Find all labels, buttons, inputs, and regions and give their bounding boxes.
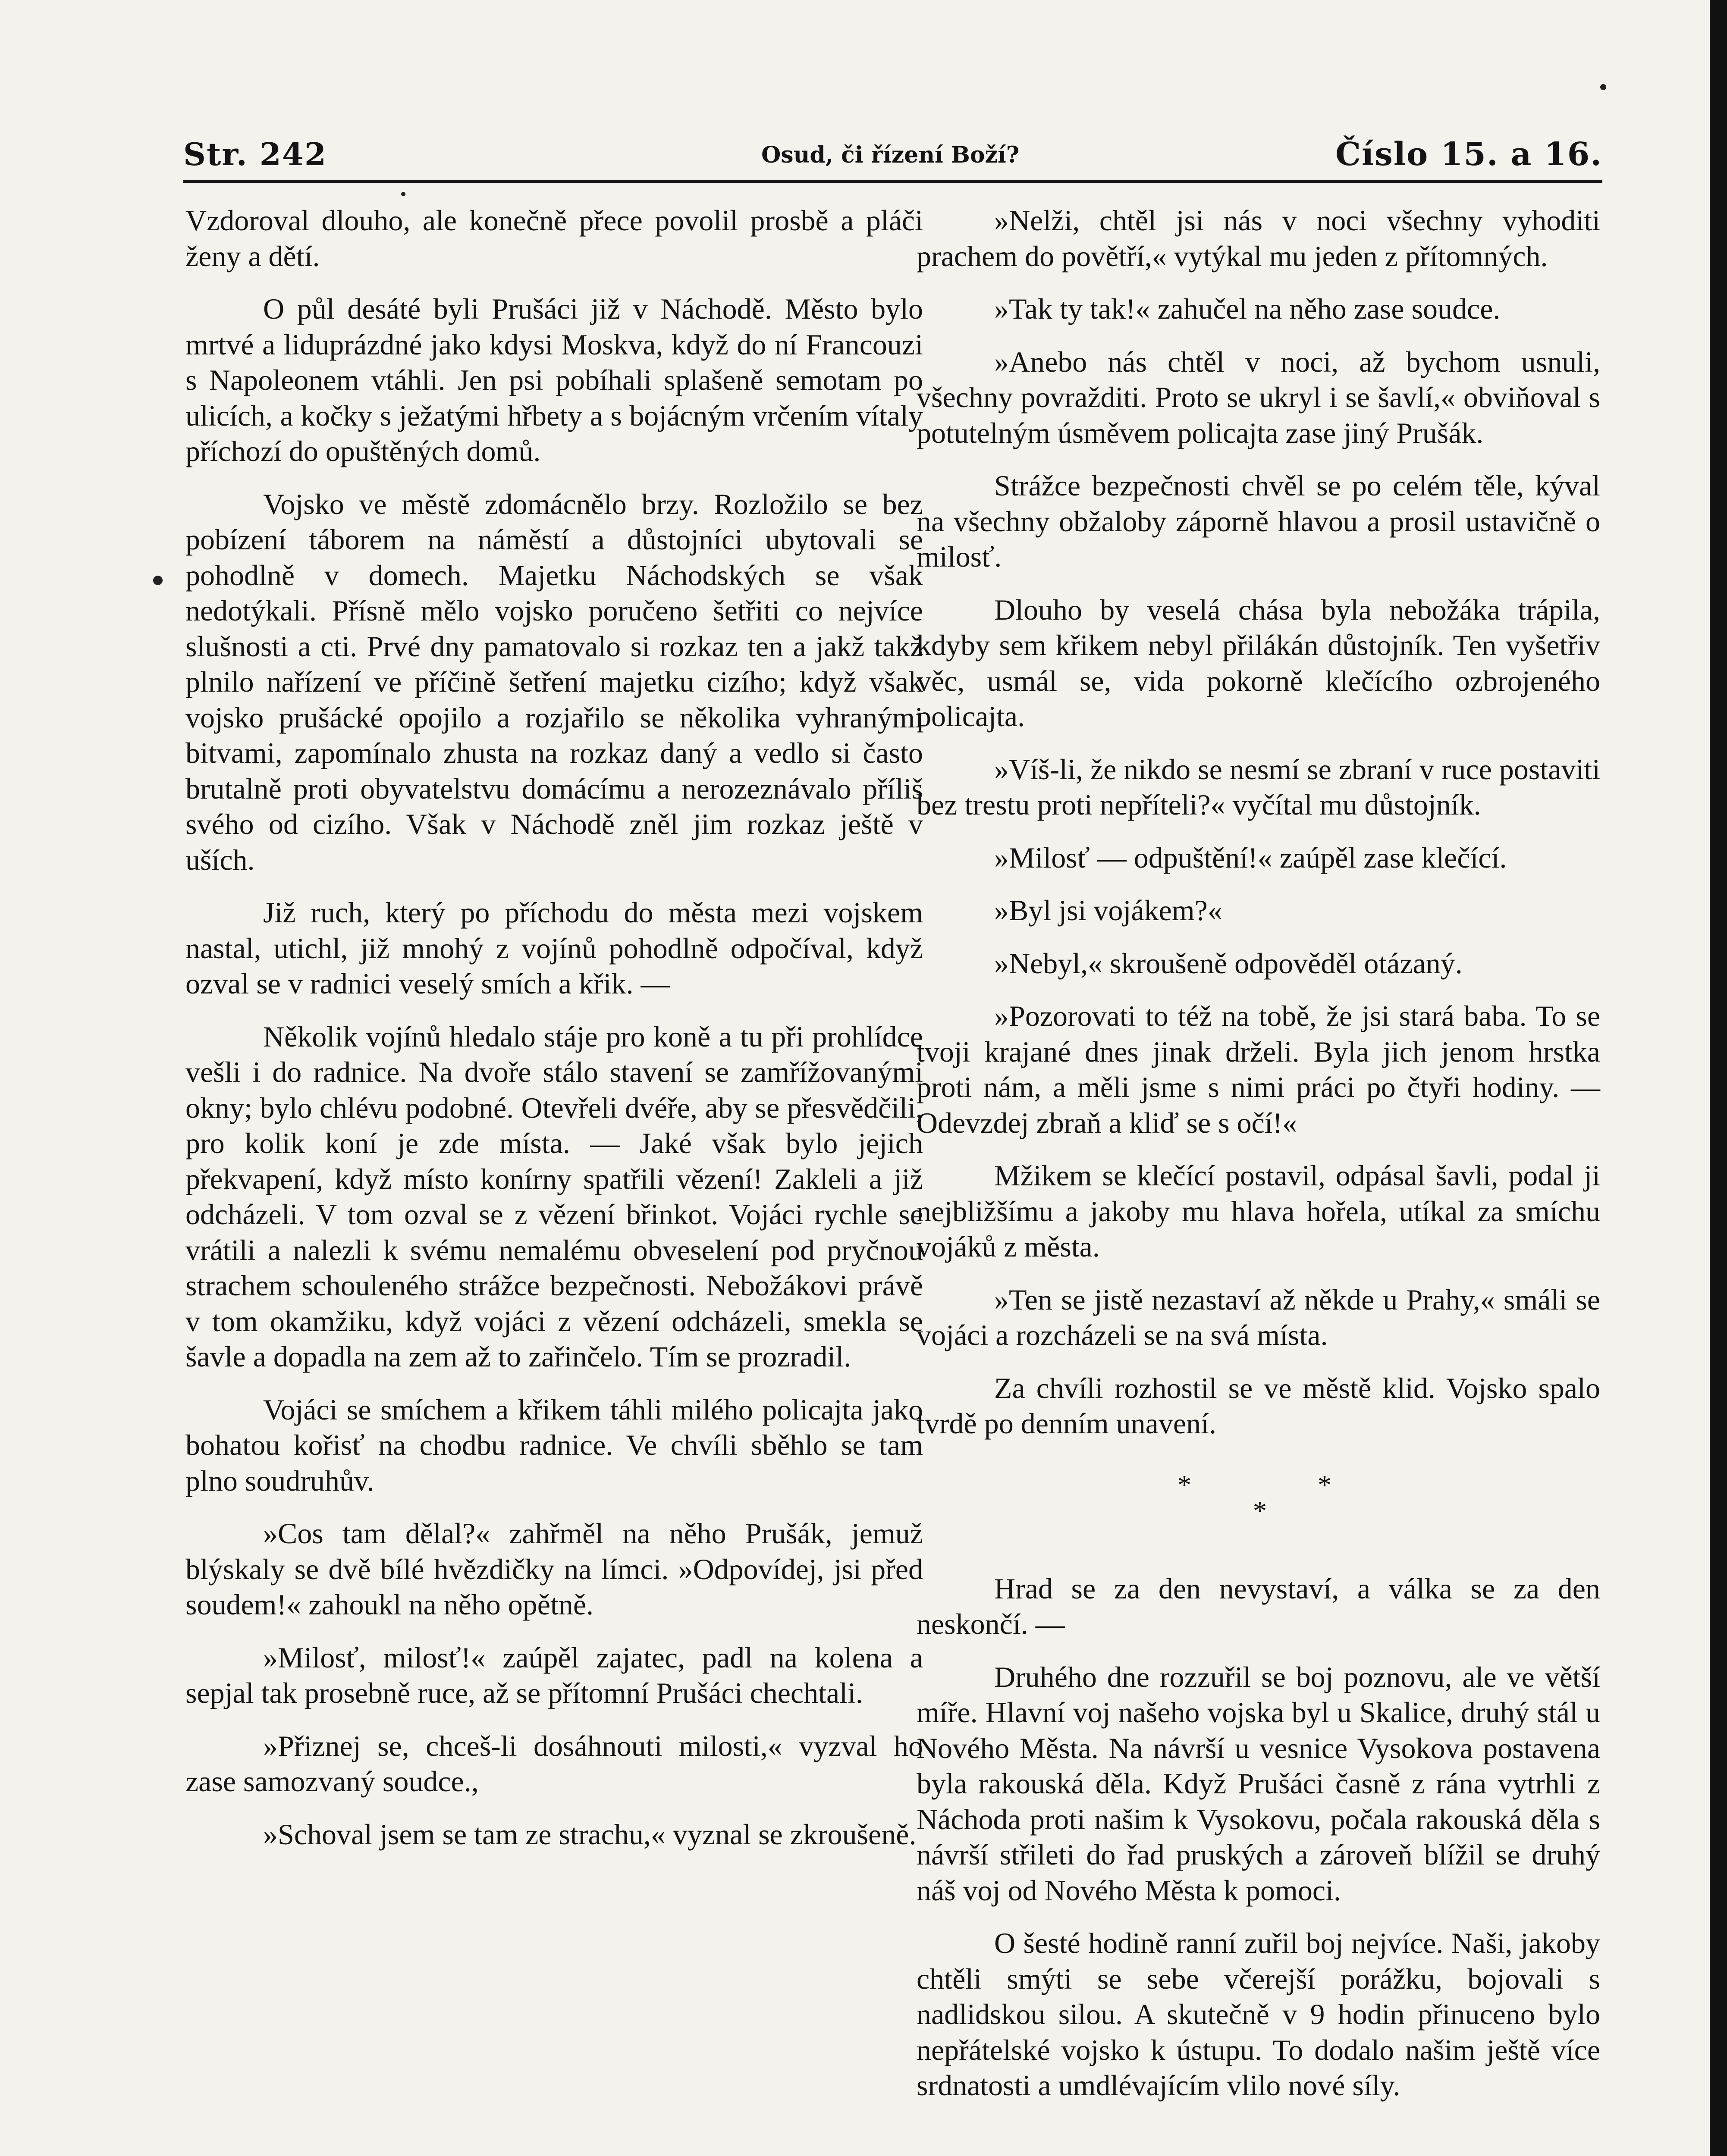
paragraph: »Víš-li, že nikdo se nesmí se zbraní v ruce postaviti bez trestu proti nepříteli?« vyčítal mu důstojník. <box>917 752 1600 821</box>
paragraph: Dlouho by veselá chása byla nebožáka trápila, kdyby sem křikem nebyl přilákán důstojník. Ten vyšetřiv věc, usmál se, vida pokorně klečícího ozbrojeného policajta. <box>917 593 1600 733</box>
scan-edge-right <box>1710 0 1727 2156</box>
paragraph: »Anebo nás chtěl v noci, až bychom usnuli, všechny povražditi. Proto se ukryl i se šavlí,« obviňoval s potutelným úsměvem policajta zase jiný Prušák. <box>917 345 1600 449</box>
page-header <box>183 136 1602 183</box>
paragraph: »Nebyl,« skroušeně odpověděl otázaný. <box>994 946 1463 980</box>
paragraph: Vzdoroval dlouho, ale konečně přece povolil prosbě a pláči ženy a dětí. <box>185 204 923 273</box>
paragraph: Strážce bezpečnosti chvěl se po celém těle, kýval na všechny obžaloby záporně hlavou a prosil ustavičně o milosť. <box>917 469 1600 573</box>
page-number: Str. 242 <box>183 136 327 172</box>
paragraph: O půl desáté byli Prušáci již v Náchodě. Město bylo mrtvé a liduprázdné jako kdysi Moskva, když do ní Francouzi s Napoleonem vtáhli. Jen psi pobíhali splašeně semotam po ulicích, a kočky s ježatými hřbety a s bojácným vrčením vítaly příchozí do opuštěných domů. <box>185 292 923 467</box>
paragraph: Vojsko ve městě zdomácnělo brzy. Rozložilo se bez pobízení táborem na náměstí a důstojníci ubytovali se pohodlně v domech. Majetku Náchodských se však nedotýkali. Přísně mělo vojsko poručeno šetřiti co nejvíce slušnosti a cti. Prvé dny pamatovalo si rozkaz ten a jakž takž plnilo nařízení ve příčině šetření majetku cizího; když však vojsko prušácké opojilo a rozjařilo se několika vyhranými bitvami, zapomínalo zhusta na rozkaz daný a vedlo si často brutalně proti obyvatelstvu domácímu a nerozeznávalo příliš svého od cizího. Však v Náchodě zněl jim rozkaz ještě v uších. <box>185 487 923 876</box>
paragraph: »Nelži, chtěl jsi nás v noci všechny vyhoditi prachem do povětří,« vytýkal mu jeden z přítomných. <box>917 204 1600 273</box>
separator-star: * <box>1318 1469 1331 1500</box>
speck <box>153 576 163 585</box>
paragraph: Hrad se za den nevystaví, a válka se za den neskončí. — <box>917 1572 1600 1640</box>
paragraph: Již ruch, který po příchodu do města mezi vojskem nastal, utichl, již mnohý z vojínů pohodlně odpočíval, když ozval se v radnici veselý smích a křik. — <box>185 896 923 1000</box>
paragraph: »Schoval jsem se tam ze strachu,« vyznal se zkroušeně. <box>263 1818 917 1851</box>
paragraph: Za chvíli rozhostil se ve městě klid. Vojsko spalo tvrdě po denním unavení. <box>917 1371 1600 1440</box>
speck <box>1600 84 1606 90</box>
paragraph: »Pozorovati to též na tobě, že jsi stará baba. To se tvoji krajané dnes jinak drželi. Byla jich jenom hrstka proti nám, a měli jsme s nimi práci po čtyři hodiny. — Odevzdej zbraň a kliď se s očí!« <box>917 1000 1600 1139</box>
running-title: Osud, či řízení Boží? <box>761 142 1020 168</box>
paragraph: »Tak ty tak!« zahučel na něho zase soudce. <box>994 292 1501 325</box>
paragraph: »Přiznej se, chceš-li dosáhnouti milosti,« vyzval ho zase samozvaný soudce., <box>185 1729 923 1798</box>
separator-star: * <box>1253 1495 1267 1526</box>
paragraph: Druhého dne rozzuřil se boj poznovu, ale ve větší míře. Hlavní voj našeho vojska byl u Skalice, druhý stál u Nového Města. Na návrší u vesnice Vysokova postavena byla rakouská děla. Když Prušáci časně z rána vytrhli z Náchoda proti našim k Vysokovu, počala rakouská děla s návrší střileti do řad pruských a zároveň blížil se druhý náš voj od Nového Města k pomoci. <box>917 1660 1600 1907</box>
paragraph: »Byl jsi vojákem?« <box>994 894 1222 927</box>
paragraph: Vojáci se smíchem a křikem táhli milého policajta jako bohatou kořisť na chodbu radnice. Ve chvíli sběhlo se tam plno soudruhův. <box>185 1393 923 1497</box>
paragraph: »Milosť — odpuštění!« zaúpěl zase klečící. <box>994 841 1507 874</box>
paragraph: Mžikem se klečící postavil, odpásal šavli, podal ji nejbližšímu a jakoby mu hlava hořela, utíkal za smíchu vojáků z města. <box>917 1159 1600 1263</box>
paragraph: »Ten se jistě nezastaví až někde u Prahy,« smáli se vojáci a rozcházeli se na svá místa. <box>917 1283 1600 1351</box>
paragraph: O šesté hodině ranní zuřil boj nejvíce. Naši, jakoby chtěli smýti se sebe včerejší porážku, bojovali s nadlidskou silou. A skutečně v 9 hodin přinuceno bylo nepřátelské vojsko k ústupu. To dodalo našim ještě více srdnatosti a umdlévajícím vlilo nové síly. <box>917 1927 1600 2102</box>
separator-star: * <box>1178 1469 1191 1500</box>
paragraph: »Milosť, milosť!« zaúpěl zajatec, padl na kolena a sepjal tak prosebně ruce, až se přítomní Prušáci chechtali. <box>185 1641 923 1709</box>
paragraph: Několik vojínů hledalo stáje pro koně a tu při prohlídce vešli i do radnice. Na dvoře stálo stavení se zamřížovanými okny; bylo chlévu podobné. Otevřeli dvéře, aby se přesvědčili, pro kolik koní je zde místa. — Jaké však bylo jejich překvapení, když místo konírny spatřili vězení! Zakleli a již odcházeli. V tom ozval se z vězení břinkot. Vojáci rychle se vrátili a nalezli k svému nemalému obveselení pod pryčnou strachem schouleného strážce bezpečnosti. Nebožákovi právě v tom okamžiku, když vojáci z vězení odcházeli, smekla se šavle a dopadla na zem až to zařinčelo. Tím se prozradil. <box>185 1020 923 1373</box>
issue-number: Číslo 15. a 16. <box>1335 136 1602 173</box>
section-separator <box>917 1467 1600 1554</box>
speck <box>401 192 405 196</box>
right-column <box>917 203 1600 2103</box>
header-rule <box>183 180 1602 183</box>
paragraph: »Cos tam dělal?« zahřměl na něho Prušák, jemuž blýskaly se dvě bílé hvězdičky na límci. »Odpovídej, jsi před soudem!« zahoukl na něho opětně. <box>185 1517 923 1621</box>
left-column <box>185 203 923 1852</box>
